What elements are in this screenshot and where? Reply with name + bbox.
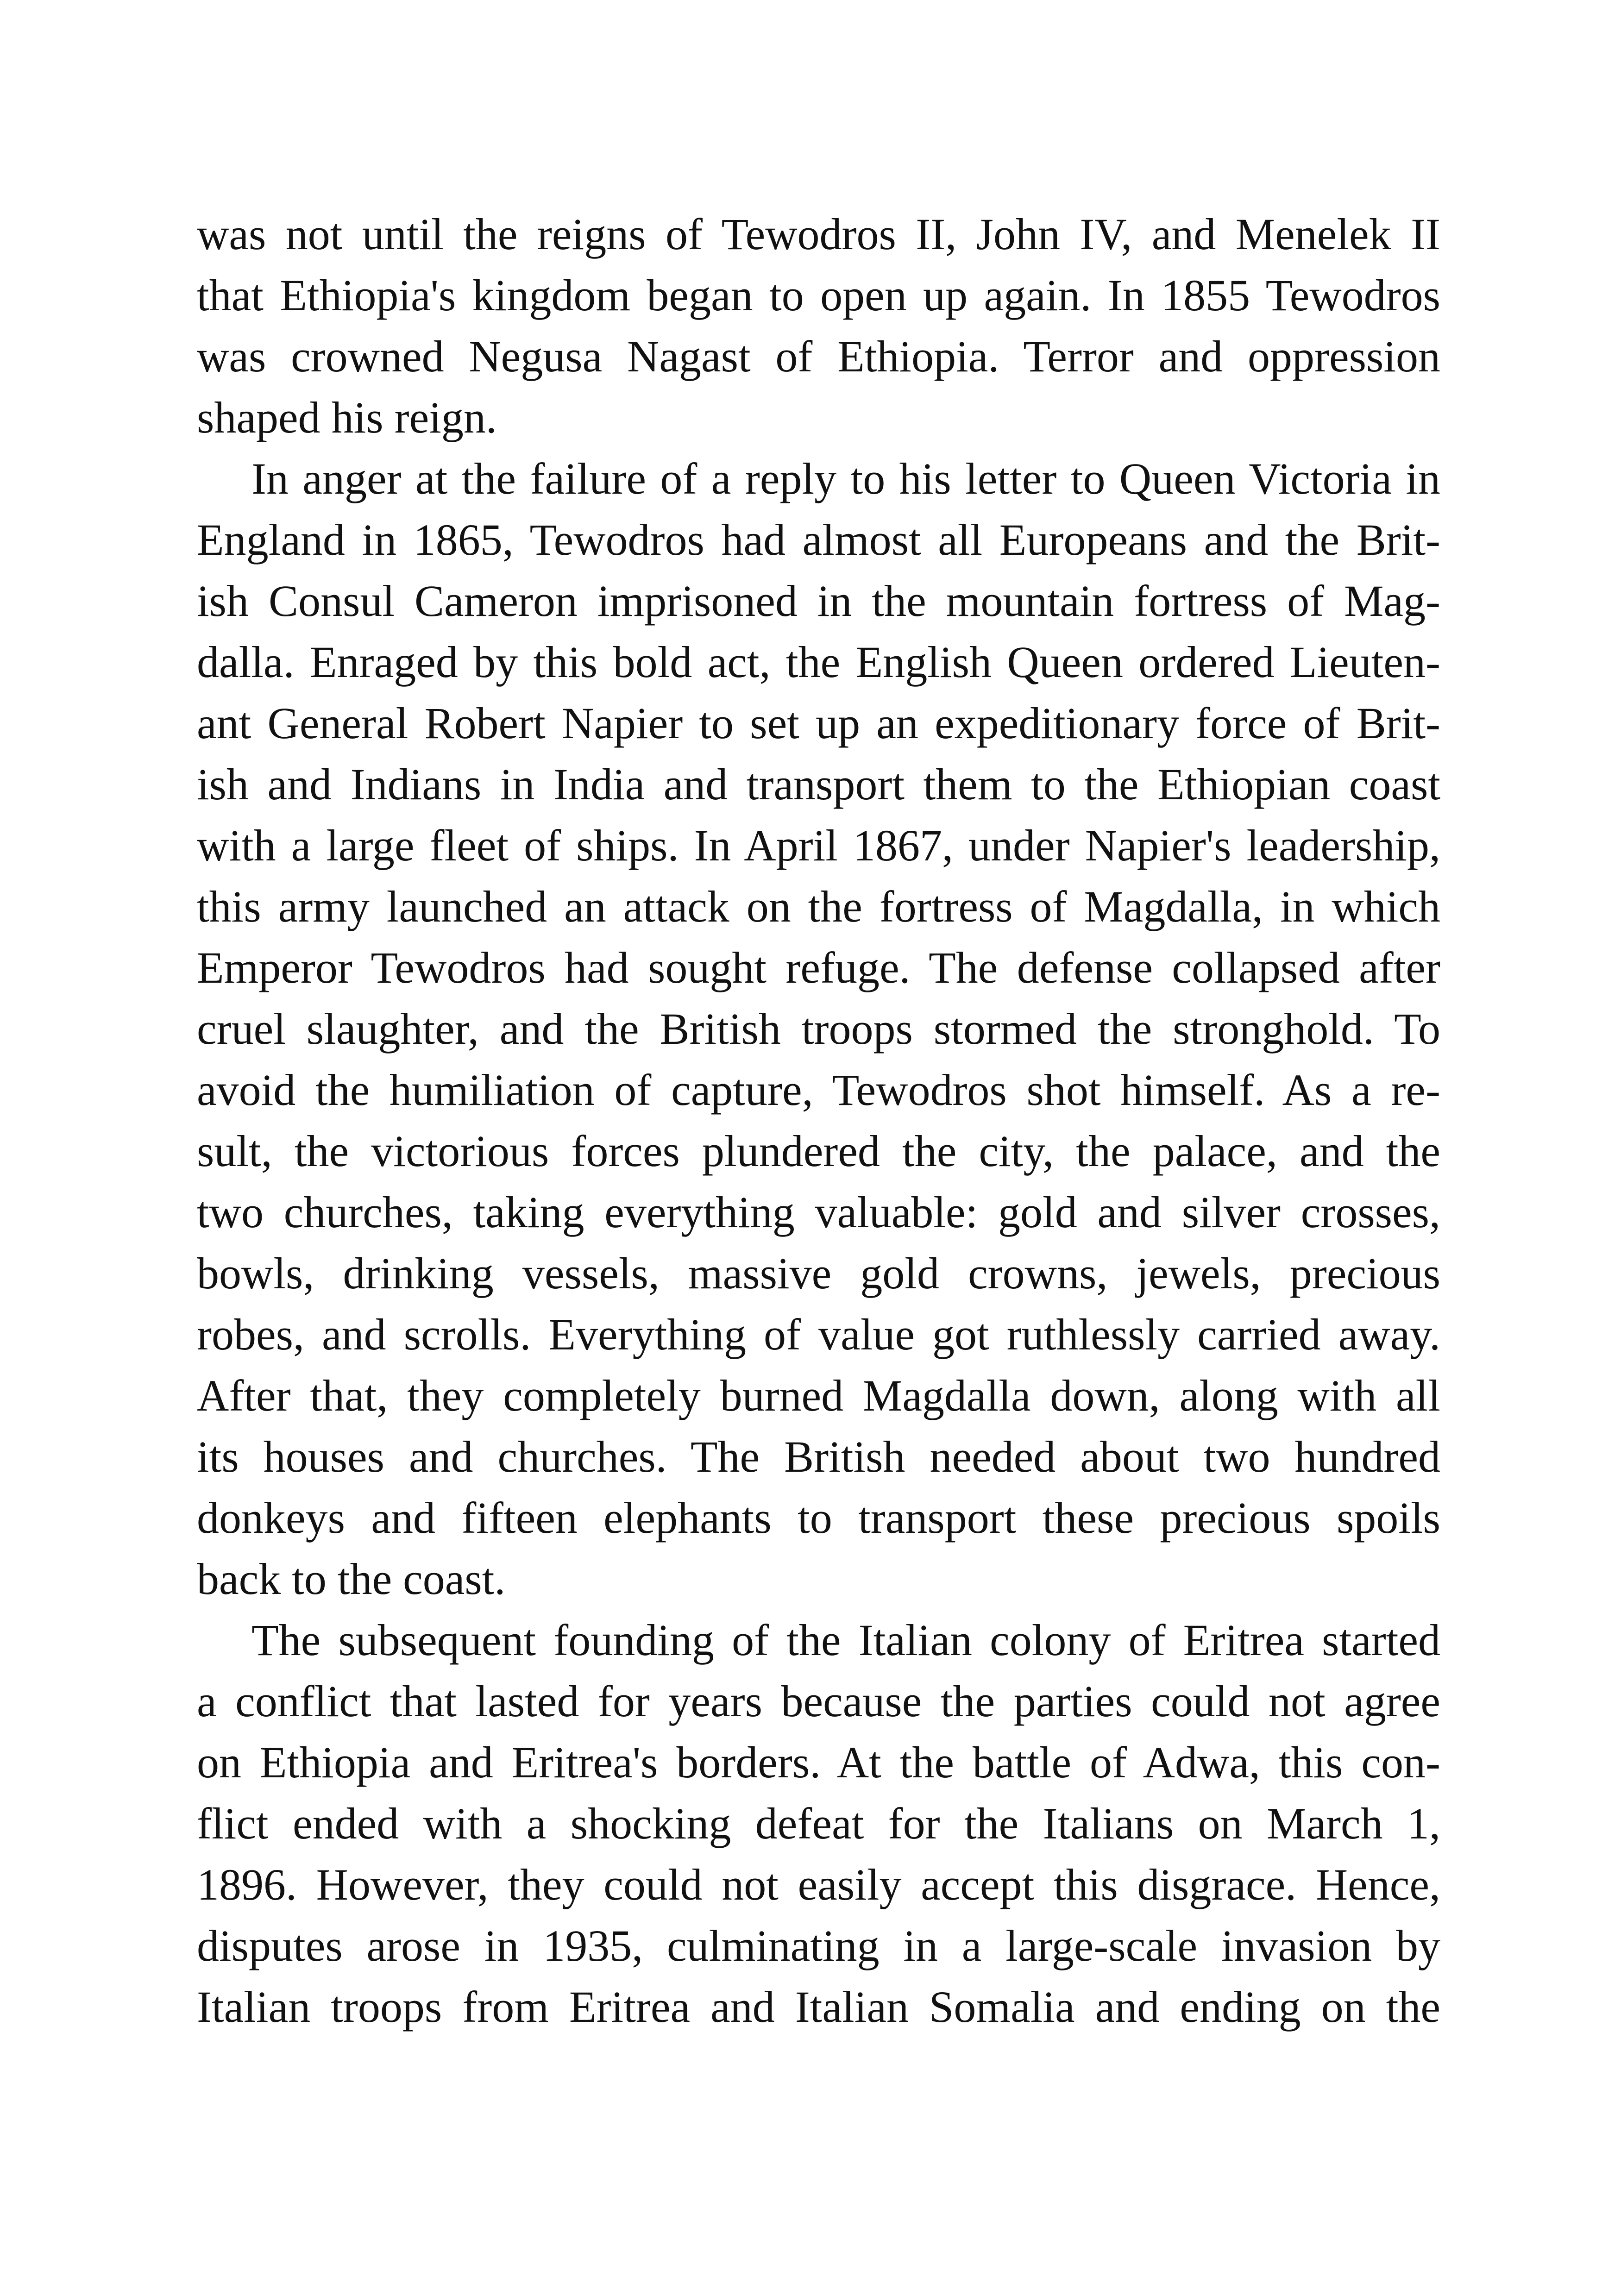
paragraph-2-line-18: donkeys and fifteen elephants to transport these precious spoils	[197, 1493, 1440, 1543]
paragraph-3-line-7: Italian troops from Eritrea and Italian Somalia and ending on the	[197, 1982, 1440, 2032]
paragraph-2-line-16: After that, they completely burned Magdalla down, along with all	[197, 1371, 1440, 1420]
paragraph-1-line-4: shaped his reign.	[197, 393, 497, 442]
paragraph-2-line-4: dalla. Enraged by this bold act, the English Queen ordered Lieuten-	[197, 637, 1440, 687]
paragraph-3-line-6: disputes arose in 1935, culminating in a large-scale invasion by	[197, 1921, 1440, 1970]
paragraph-2-line-1: In anger at the failure of a reply to his letter to Queen Victoria in	[251, 454, 1440, 503]
body-text	[197, 204, 1440, 2038]
paragraph-2-line-14: bowls, drinking vessels, massive gold crowns, jewels, precious	[197, 1248, 1440, 1298]
paragraph-2-line-5: ant General Robert Napier to set up an expeditionary force of Brit-	[197, 698, 1440, 748]
paragraph-2-line-15: robes, and scrolls. Everything of value got ruthlessly carried away.	[197, 1310, 1440, 1359]
paragraph-2-line-17: its houses and churches. The British needed about two hundred	[197, 1432, 1440, 1481]
paragraph-1-line-2: that Ethiopia's kingdom began to open up again. In 1855 Tewodros	[197, 270, 1440, 320]
paragraph-2-line-6: ish and Indians in India and transport them to the Ethiopian coast	[197, 759, 1440, 809]
paragraph-1-line-1: was not until the reigns of Tewodros II, John IV, and Menelek II	[197, 209, 1440, 259]
paragraph-1-line-3: was crowned Negusa Nagast of Ethiopia. Terror and oppression	[197, 332, 1440, 381]
paragraph-3-line-2: a conflict that lasted for years because the parties could not agree	[197, 1676, 1440, 1726]
paragraph-2-line-7: with a large fleet of ships. In April 1867, under Napier's leadership,	[197, 821, 1440, 870]
paragraph-2-line-10: cruel slaughter, and the British troops stormed the stronghold. To	[197, 1004, 1440, 1054]
paragraph-3-line-3: on Ethiopia and Eritrea's borders. At the battle of Adwa, this con-	[197, 1738, 1440, 1787]
paragraph-2-line-19: back to the coast.	[197, 1554, 506, 1604]
paragraph-2-line-9: Emperor Tewodros had sought refuge. The defense collapsed after	[197, 943, 1440, 992]
paragraph-2-line-13: two churches, taking everything valuable: gold and silver crosses,	[197, 1187, 1440, 1237]
paragraph-2-line-12: sult, the victorious forces plundered the city, the palace, and the	[197, 1126, 1440, 1176]
paragraph-3-line-1: The subsequent founding of the Italian colony of Eritrea started	[251, 1615, 1440, 1665]
paragraph-2-line-2: England in 1865, Tewodros had almost all Europeans and the Brit-	[197, 515, 1440, 565]
paragraph-2-line-3: ish Consul Cameron imprisoned in the mountain fortress of Mag-	[197, 576, 1440, 626]
paragraph-2-line-11: avoid the humiliation of capture, Tewodros shot himself. As a re-	[197, 1065, 1440, 1115]
paragraph-2-line-8: this army launched an attack on the fortress of Magdalla, in which	[197, 882, 1440, 931]
paragraph-3-line-4: flict ended with a shocking defeat for the Italians on March 1,	[197, 1799, 1440, 1848]
paragraph-3-line-5: 1896. However, they could not easily accept this disgrace. Hence,	[197, 1860, 1440, 1909]
